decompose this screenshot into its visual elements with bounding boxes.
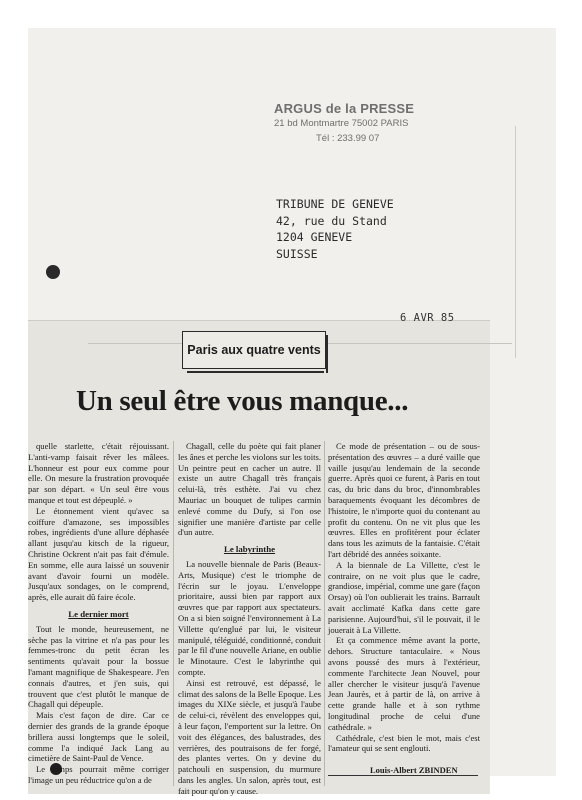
recipient-line-1: TRIBUNE DE GENEVE <box>276 197 394 211</box>
recipient-address <box>276 196 394 262</box>
article-column-2 <box>178 441 321 797</box>
paragraph: Mais c'est façon de dire. Car ce dernier des grands de la grande époque brillera aussi longtemps que le soleil, comme l'a indiqué Jack Lang au cimetière de Saint-Paul de Vence. <box>28 710 169 764</box>
column-rule <box>324 441 325 786</box>
recipient-line-2: 42, rue du Stand <box>276 213 387 228</box>
stamp-phone: Tél : 233.99 07 <box>316 133 380 144</box>
press-agency-stamp <box>274 101 474 144</box>
punch-hole <box>46 265 60 279</box>
document-sheet <box>28 28 556 796</box>
column-rule <box>173 441 174 786</box>
paragraph: Cathédrale, c'est bien le mot, mais c'est l'amateur qui se sent englouti. <box>328 732 480 754</box>
paragraph: Tout le monde, heureusement, ne sèche pas la vitrine et n'a pas pour les femmes-tronc du petit écran les sentiments qu'avait pour la bossue l'amant magnifique de Shakespeare. J'en connais d'autres, et j'en suis, qui trouvent que c'est plutôt le manque de Chagall qui dépeuple. <box>28 623 169 710</box>
article-headline: Un seul être vous manque... <box>76 385 409 417</box>
recipient-line-3: 1204 GENEVE <box>276 230 353 244</box>
date-stamp: 6 AVR 85 <box>400 312 455 324</box>
paragraph: La nouvelle biennale de Paris (Beaux-Arts, Musique) c'est le triomphe de l'écrin sur le joyau. L'enveloppe prioritaire, aussi bien par rapport aux œuvres que par rapport aux spectateurs. On a si bien soigné l'environnement à La Villette qu'englué par lui, le visiteur manipulé, téléguidé, conditionné, conduit par le fil d'une nouvelle Ariane, en oublie le Minotaure. C'est le labyrinthe qui compte. <box>178 558 321 677</box>
fold-line <box>515 126 516 358</box>
paragraph: quelle starlette, c'était réjouissant. L'anti-vamp faisait rêver les mâlees. L'honneur est pour eux comme pour elle. On mesure la frustration provoquée par son départ. « Un seul être vous manque et tout est dépeuplé. » <box>28 441 169 505</box>
author-signature: Louis-Albert ZBINDEN <box>370 765 458 775</box>
rubric-shadow-bottom <box>187 371 324 373</box>
rubric-shadow-side <box>326 335 328 373</box>
section-rubric: Paris aux quatre vents <box>182 331 326 369</box>
paragraph: A la biennale de La Villette, c'est le contraire, on ne voit plus que le cadre, grandiose, impérial, comme une gare (façon Orsay) où l'on oublierait les trains. Barrault avait acclimaté Kafka dans cette gare parisienne. Aujourd'hui, s'il le pouvait, il le jouerait à La Villette. <box>328 559 480 635</box>
subheading: Le labyrinthe <box>223 544 276 555</box>
recipient-line-4: SUISSE <box>276 246 318 261</box>
stamp-name: ARGUS de la PRESSE <box>274 101 415 116</box>
article-column-1 <box>28 441 169 786</box>
paragraph: Ce mode de présentation – ou de sous-présentation des œuvres – a duré vaille que vaille jusqu'au lendemain de la seconde guerre. Après quoi ce furent, à Paris en tout cas, du bric dans du broc, d'innombrables baraquements évoquant les décombres de l'histoire, le n'importe quoi du contenant au profit du contenu. On ne vit plus que les œuvres. Elles en profitèrent pour éclater dans tous les azimuts de la fantaisie. C'était l'art débridé des années soixante. <box>328 441 480 559</box>
subheading: Le dernier mort <box>68 608 129 619</box>
stamp-address: 21 bd Montmartre 75002 PARIS <box>274 118 409 129</box>
article-column-3 <box>328 441 480 754</box>
signature-rule <box>328 775 478 776</box>
paragraph: Ainsi est retrouvé, est dépassé, le climat des salons de la Belle Epoque. Les images du XIXe siècle, et jusqu'à l'aube de celui-ci, révèlent des enveloppes qui, à leur façon, l'emportent sur la lettre. On voit des élégances, des balustrades, des verrières, des poutraisons de fer forgé, des plantes vertes. On y devine du patchouli en suspension, du murmure dans les angles. Un salon, après tout, est fait pour qu'on y cause. <box>178 677 321 796</box>
paragraph: Chagall, celle du poète qui fait planer les ânes et perche les violons sur les toits. Un peintre peut en cacher un autre. Il existe un autre Chagall très français celui-là, très esthète. J'ai vu chez Mauriac un bouquet de tulipes carmin enlevé comme du Dufy, si l'on ose signifier une manière d'artiste par celle d'un autre. <box>178 441 321 538</box>
paragraph: Le temps pourrait même corriger l'image un peu réductrice qu'on a de <box>28 764 169 785</box>
paragraph: Le étonnement vient qu'avec sa coiffure d'amazone, ses impossibles robes, ingrédients d'une allure déphasée allant jusqu'au kitsch de la rigueur, Christine Ockrent n'ait pas fait d'émule. En somme, elle aura laissé un souvenir avant d'avoir fourni un modèle. Jusqu'aux sondages, on le comprend, après, elle aurait dû faire école. <box>28 505 169 603</box>
paragraph: Et ça commence même avant la porte, dehors. Structure tantaculaire. « Nous avons poussé des murs à l'extérieur, commente l'architecte Jean Nouvel, pour aller chercher le visiteur jusqu'à l'avenue Jean Jaurès, et à partir de là, on arrive à cette grande halle et à son rythme longitudinal proche de celui d'une cathédrale. » <box>328 635 480 732</box>
